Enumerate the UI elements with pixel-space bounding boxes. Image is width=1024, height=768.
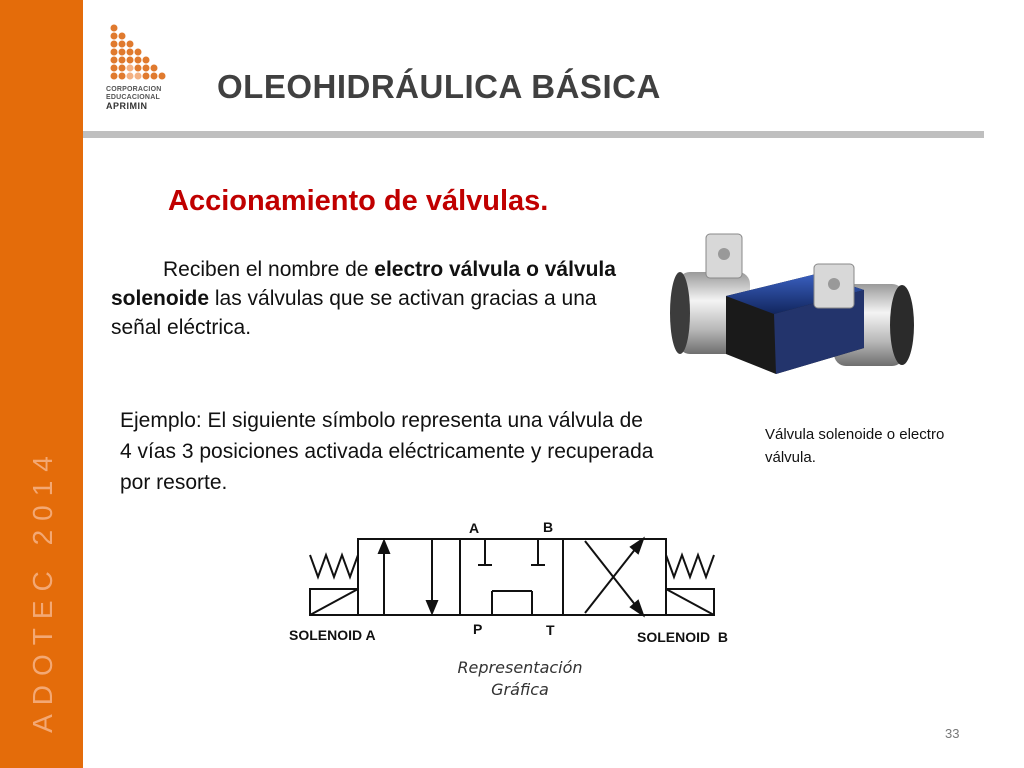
intro-bold1: electro válvula bbox=[374, 258, 521, 281]
title-divider bbox=[83, 131, 984, 138]
intro-paragraph bbox=[111, 255, 621, 342]
port-a-label: A bbox=[469, 520, 480, 536]
page-number: 33 bbox=[945, 726, 960, 741]
logo-line2: EDUCACIONAL bbox=[106, 94, 160, 101]
graphic-caption-line2: Gráfica bbox=[491, 680, 549, 699]
intro-part3: las válvulas que se activan gracias a una señal eléctrica. bbox=[111, 287, 597, 339]
solenoid-a-label: SOLENOID A bbox=[289, 627, 376, 643]
port-p-label: P bbox=[473, 621, 483, 637]
slide-subtitle: Accionamiento de válvulas. bbox=[168, 185, 549, 217]
photo-caption: Válvula solenoide o electro válvula. bbox=[765, 426, 945, 466]
logo-brand: APRIMIN bbox=[106, 101, 148, 111]
graphic-caption bbox=[420, 657, 620, 701]
sidebar-text: ADOTEC 2014 bbox=[27, 447, 58, 733]
intro-part1: Reciben el nombre de bbox=[163, 258, 375, 281]
solenoid-valve-photo bbox=[666, 224, 924, 402]
port-b-label: B bbox=[543, 519, 554, 535]
graphic-caption-line1: Representación bbox=[457, 658, 583, 677]
sidebar-band bbox=[0, 0, 83, 768]
example-paragraph: Ejemplo: El siguiente símbolo representa una válvula de 4 vías 3 posiciones activada eléctricamente y recuperada por resorte. bbox=[120, 409, 654, 494]
logo-text bbox=[106, 86, 176, 110]
port-t-label: T bbox=[546, 622, 555, 638]
slide-title: OLEOHIDRÁULICA BÁSICA bbox=[217, 68, 661, 105]
logo-line1: CORPORACION bbox=[106, 86, 162, 93]
solenoid-b-label: SOLENOID B bbox=[637, 629, 729, 645]
intro-bold2: o válvula solenoide bbox=[111, 258, 616, 310]
